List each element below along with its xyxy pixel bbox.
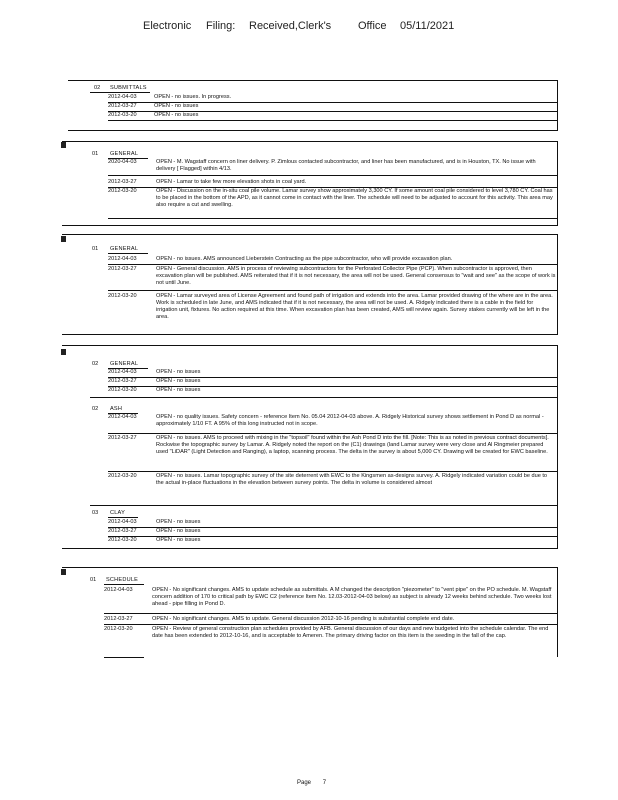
- item-label: GENERAL: [110, 246, 139, 252]
- entry-date: 2012-03-20: [108, 293, 137, 299]
- page-footer: [297, 780, 326, 786]
- entry-rule: [108, 290, 558, 291]
- entry-date: 2012-04-03: [108, 369, 137, 375]
- item-number: 02: [92, 361, 99, 367]
- header-word-filing: Filing:: [206, 20, 236, 32]
- section-marker-icon: [61, 142, 66, 148]
- section-marker-icon: [61, 236, 66, 242]
- entry-rule: [104, 624, 558, 625]
- entry-text: OPEN - Discussion on the in-situ coal pile volume. Lamar survey show approximately 3,300 CY. If some amount coal pile considered to level 3,780 CY. Coal has to be placed in the bottom of the APD, as it cannot come in contact with the liner. The schedule will need to be adjusted to account for this activity. This area may also require a cut and swelling.: [156, 188, 553, 208]
- entry-text: OPEN - no issues. In progress.: [154, 94, 232, 100]
- header-word-office: Office: [358, 20, 387, 32]
- item-label: CLAY: [110, 510, 125, 516]
- entry-text: OPEN - no quality issues. Safety concern - reference Item No. 05.04 2012-04-03 above. A. Ridgely Historical survey shows settlement in Pond D as normal - approximately 1/10 FT. A 95% of this long instructed not in scope.: [156, 414, 544, 427]
- section-bottom-rule: [62, 334, 558, 335]
- section-right-rule: [557, 141, 558, 225]
- section-marker-icon: [61, 349, 66, 355]
- entry-text: OPEN - Review of general construction plan schedules provided by AFB. General discussion of our days and new budgeted into the schedule calendar. The end date has been extended to 2012-10-16, and is acceptable to Ameren. The primary driving factor on this item is the seeding in the fall of the cap.: [152, 626, 549, 639]
- entry-date: 2012-04-03: [108, 519, 137, 525]
- entry-date: 2012-03-27: [108, 435, 137, 441]
- entry-date: 2012-03-27: [108, 103, 137, 109]
- header-word-date: 05/11/2021: [400, 20, 455, 32]
- section-right-rule: [557, 80, 558, 130]
- entry-date: 2012-03-20: [108, 473, 137, 479]
- entry-text: OPEN - no issues. AMS to proceed with mixing in the "topsoil" found within the Ash Pond D into the fill. [Note: This is as noted in previous contract documents]. Rockwise the topographic survey by Lamar. A. Ridgely noted the report on the (C1) drawings (land Lamar survey were very close and Al Ringmeier prepared used "LiDAR" (Light Detection and Ranging), a laptop, scanning process. The delta in the survey is about 5,000 CY. Drawing will be created for EWC baseline.: [156, 435, 549, 455]
- section-marker-icon: [61, 569, 66, 575]
- entry-text: OPEN - General discussion. AMS in process of reviewing subcontractors for the Perforated Collector Pipe (PCP). When subcontractor is approved, then excavation plan will be published. AMS reiterated that if it is not necessary, the area will not be used. General consensus to "wait and see" as the scope of work is not until June.: [156, 266, 556, 286]
- item-label: SCHEDULE: [106, 577, 139, 583]
- entry-rule: [108, 471, 558, 472]
- entry-rule: [108, 264, 558, 265]
- entry-text: OPEN - no issues: [154, 112, 199, 118]
- entry-text: OPEN - no issues: [156, 387, 201, 393]
- item-label: SUBMITTALS: [110, 85, 147, 91]
- entry-date: 2012-03-27: [108, 266, 137, 272]
- entry-rule: [108, 120, 558, 121]
- entry-date: 2012-04-03: [108, 94, 137, 100]
- item-label: ASH: [110, 406, 123, 412]
- section-right-rule: [557, 345, 558, 548]
- page-label: Page: [297, 780, 312, 786]
- section-right-rule: [557, 567, 558, 657]
- entry-date: 2012-03-27: [108, 179, 137, 185]
- entry-date: 2012-04-03: [104, 587, 133, 593]
- entry-rule: [108, 433, 558, 434]
- entry-date: 2012-04-03: [108, 414, 137, 420]
- group-rule: [90, 505, 558, 506]
- item-rule: [90, 92, 150, 93]
- section-top-rule: [62, 234, 558, 235]
- entry-date: 2012-03-27: [104, 616, 133, 622]
- item-rule: [104, 584, 144, 585]
- entry-date: 2012-03-20: [108, 112, 137, 118]
- section-top-rule: [62, 141, 558, 142]
- entry-text: OPEN - no issues. Lamar topographic survey of the site deterrent with EWC to the Kingsmen as-designs survey. A. Ridgely indicated variation could be due to the actual in-place fluctuations in the elevation between survey points. The delta in volume is considered almost: [156, 473, 548, 486]
- entry-text: OPEN - no issues: [156, 519, 201, 525]
- section-top-rule: [62, 567, 558, 568]
- item-number: 02: [92, 406, 99, 412]
- page-number: 7: [322, 780, 327, 786]
- entry-text: OPEN - no issues: [156, 528, 201, 534]
- entry-text: OPEN - no issues: [156, 378, 201, 384]
- item-number: 03: [92, 510, 99, 516]
- entry-date: 2012-03-20: [108, 537, 137, 543]
- entry-text: OPEN - no issues. AMS announced Lieberstein Contracting as the pipe subcontractor, who will provide excavation plan.: [156, 256, 453, 262]
- item-label: GENERAL: [110, 361, 139, 367]
- section-bottom-rule: [62, 225, 558, 226]
- entry-text: OPEN - Lamar surveyed area of License Agreement and found path of irrigation and extends into the area. Lamar provided drawing of the where are in the area. Work is scheduled in late June, and AMS indicated that if it is not necessary, the area will not be used. A. Ridgely indicated there is a cable in the field for irrigation unit, fixtures. No action required at this time. When excavation plan has been created, AMS will review again. Survey stakes currently will be left in the area.: [156, 293, 553, 320]
- section-top-rule: [62, 345, 558, 346]
- section-bottom-rule: [62, 548, 558, 549]
- entry-text: OPEN - Lamar to take few more elevation shots in coal yard.: [156, 179, 307, 185]
- item-number: 02: [94, 85, 101, 91]
- group-rule: [90, 397, 558, 398]
- section-bottom-rule: [104, 657, 144, 658]
- entry-rule: [104, 613, 558, 614]
- header-word-electronic: Electronic: [143, 20, 192, 32]
- entry-date: 2012-03-20: [108, 188, 137, 194]
- item-number: 01: [90, 577, 97, 583]
- entry-text: OPEN - No significant changes. AMS to update schedule as submittals. A M changed the description "piezometer" to "vent pipe" on the PO schedule. M. Wagstaff concern addition of 170 to critical path by EWC C2 (reference Item No. 12.03-2012-04-03 below) as subject is already 12 weeks behind schedule. Two weeks lost ahead - pipe filling in Pond D.: [152, 587, 552, 607]
- entry-text: OPEN - M. Wagstaff concern on liner delivery. P. Zimlous contacted subcontractor, and liner has been manufactured, and is in Houston, TX. No issue with delivery [ Flagged] within 4/13.: [156, 159, 536, 172]
- entry-rule: [108, 218, 558, 219]
- entry-text: OPEN - no issues: [156, 369, 201, 375]
- entry-rule: [108, 175, 558, 176]
- item-rule: [108, 253, 148, 254]
- entry-date: 2020-04-03: [108, 159, 137, 165]
- item-number: 01: [92, 246, 99, 252]
- item-number: 01: [92, 151, 99, 157]
- section-right-rule: [557, 234, 558, 334]
- entry-text: OPEN - no issues: [156, 537, 201, 543]
- item-rule: [108, 517, 138, 518]
- entry-date: 2012-03-27: [108, 378, 137, 384]
- header-word-received: Received,Clerk's: [249, 20, 332, 32]
- entry-date: 2012-04-03: [108, 256, 137, 262]
- entry-text: OPEN - No significant changes. AMS to update. General discussion 2012-10-16 pending is substantial complete end date.: [152, 616, 455, 622]
- item-label: GENERAL: [110, 151, 139, 157]
- entry-date: 2012-03-27: [108, 528, 137, 534]
- section-top-rule: [68, 80, 558, 81]
- entry-text: OPEN - no issues: [154, 103, 199, 109]
- entry-date: 2012-03-20: [104, 626, 133, 632]
- entry-date: 2012-03-20: [108, 387, 137, 393]
- section-bottom-rule: [68, 130, 558, 131]
